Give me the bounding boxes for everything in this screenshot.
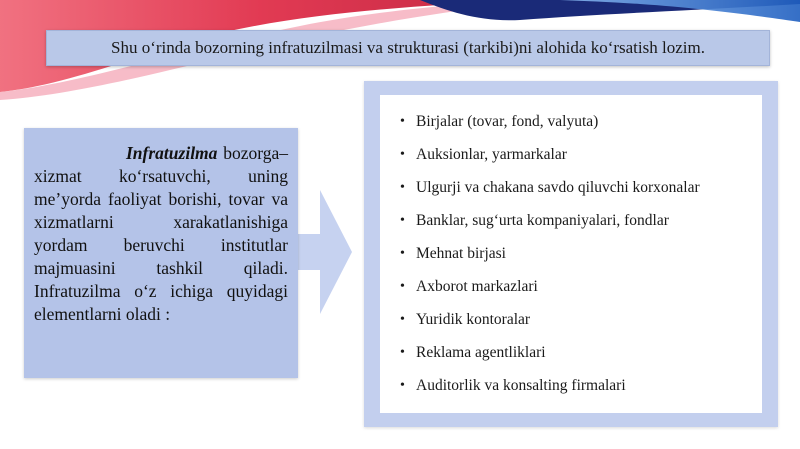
bullet-icon: •	[400, 114, 405, 129]
definition-body: bozorga xizmat ko‘rsatuvchi, uning me’yorda faoliyat borishi, tovar va xizmatlarni xarakatlanishiga yordam beruvchi institutlar majmuasini tashkil qiladi. Infratuzilma o‘z ichiga quyidagi elementlarni oladi :	[34, 143, 288, 324]
bullet-icon: •	[400, 147, 405, 162]
list-item: • Yuridik kontoralar	[400, 303, 752, 336]
list-item: • Ulgurji va chakana savdo qiluvchi korxonalar	[400, 171, 752, 204]
definition-text	[34, 142, 288, 326]
bullet-icon: •	[400, 213, 405, 228]
right-arrow-icon	[296, 190, 352, 314]
elements-frame	[364, 81, 778, 427]
slide-title: Shu o‘rinda bozorning infratuzilmasi va strukturasi (tarkibi)ni alohida ko‘rsatish lozim.	[111, 38, 705, 57]
bullet-icon: •	[400, 312, 405, 327]
bullet-icon: •	[400, 180, 405, 195]
list-item: • Mehnat birjasi	[400, 237, 752, 270]
list-item: • Banklar, sug‘urta kompaniyalari, fondlar	[400, 204, 752, 237]
definition-dash: –	[279, 143, 288, 163]
bullet-icon: •	[400, 279, 405, 294]
bullet-icon: •	[400, 246, 405, 261]
list-item: • Birjalar (tovar, fond, valyuta)	[400, 105, 752, 138]
elements-panel	[380, 95, 762, 413]
list-item: • Reklama agentliklari	[400, 336, 752, 369]
title-banner	[46, 30, 770, 66]
bullet-icon: •	[400, 345, 405, 360]
elements-list	[400, 105, 752, 402]
definition-box	[24, 128, 298, 378]
list-item: • Axborot markazlari	[400, 270, 752, 303]
list-item: • Auditorlik va konsalting firmalari	[400, 369, 752, 402]
list-item: • Auksionlar, yarmarkalar	[400, 138, 752, 171]
definition-term: Infratuzilma	[126, 143, 218, 163]
bullet-icon: •	[400, 378, 405, 393]
